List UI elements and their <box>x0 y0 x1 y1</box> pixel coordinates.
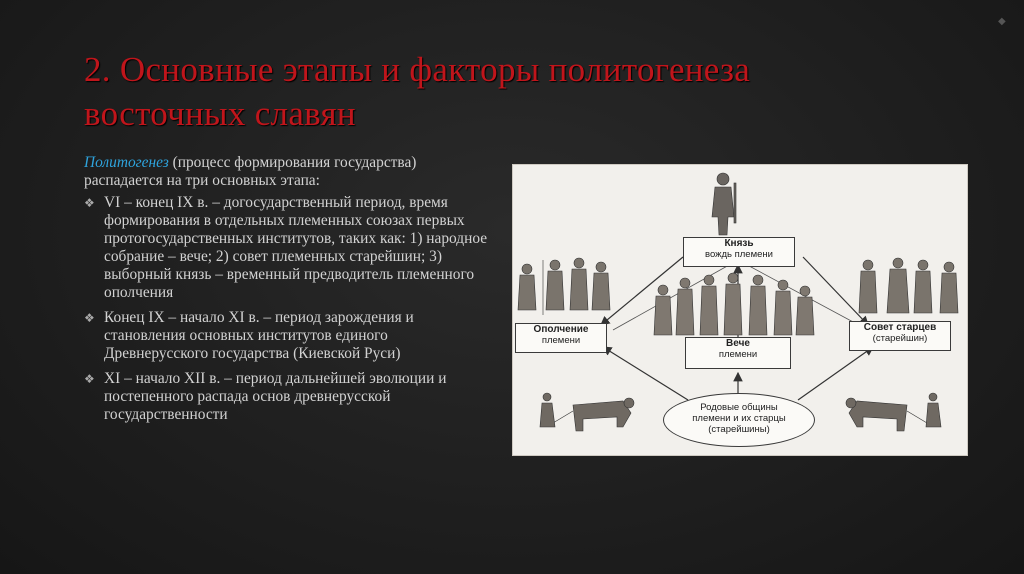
plowman-left-icon <box>540 393 634 431</box>
stage-item-2 <box>84 309 494 363</box>
diamond-bullet-icon: ❖ <box>84 372 95 386</box>
elders-figures-icon <box>859 258 958 313</box>
title-line-1: 2. Основные этапы и факторы политогенеза <box>84 50 751 89</box>
prince-figure-icon <box>712 173 736 235</box>
prince-subtitle: вождь племени <box>705 249 773 260</box>
prince-title: Князь <box>724 238 754 249</box>
veche-subtitle: племени <box>718 349 758 360</box>
veche-box <box>685 337 791 369</box>
intro-rest: (процесс формирования государства) распадается на три основных этапа: <box>84 154 417 189</box>
stage-text-1: VI – конец IX в. – догосударственный период, время формирования в отдельных племенных союзах первых протогосударственных институтов, таких как: 1) народное собрание – вече; 2) совет племенных старейшин; 3) выборный князь – временный предводитель племенного ополчения <box>104 194 488 301</box>
clans-line-1: Родовые общины <box>700 402 778 413</box>
council-box <box>849 321 951 351</box>
arrow-clans-to-militia <box>603 347 688 400</box>
prince-box <box>683 237 795 267</box>
slide-title <box>84 48 944 136</box>
title-line-2: восточных славян <box>84 94 356 133</box>
stage-text-2: Конец IX – начало XI в. – период зарождения и становления основных институтов единого Древнерусского государства (Киевской Руси) <box>104 309 414 362</box>
arrow-clans-to-council <box>798 347 873 400</box>
council-subtitle: (старейшин) <box>872 333 928 344</box>
veche-crowd-icon <box>654 273 814 335</box>
intro-paragraph <box>84 154 494 190</box>
stage-item-1 <box>84 194 494 302</box>
corner-diamond-icon: ◆ <box>998 16 1006 27</box>
clans-ellipse <box>663 393 815 447</box>
militia-subtitle: племени <box>541 335 581 346</box>
militia-box <box>515 323 607 353</box>
veche-title: Вече <box>726 338 750 349</box>
warriors-figures-icon <box>518 258 610 315</box>
council-title: Совет старцев <box>863 322 937 333</box>
intro-term: Политогенез <box>84 154 169 171</box>
diamond-bullet-icon: ❖ <box>84 311 95 325</box>
stages-list <box>84 194 494 424</box>
stage-item-3 <box>84 370 494 424</box>
militia-title: Ополчение <box>533 324 589 335</box>
plowman-right-icon <box>846 393 941 431</box>
clans-line-3: (старейшины) <box>708 424 770 435</box>
diamond-bullet-icon: ❖ <box>84 196 95 210</box>
stage-text-3: XI – начало XII в. – период дальнейшей эволюции и постепенного распада основ древнерусской государственности <box>104 370 447 423</box>
clans-line-2: племени и их старцы <box>692 413 786 424</box>
slide-body <box>84 154 494 431</box>
political-structure-diagram <box>512 164 968 456</box>
